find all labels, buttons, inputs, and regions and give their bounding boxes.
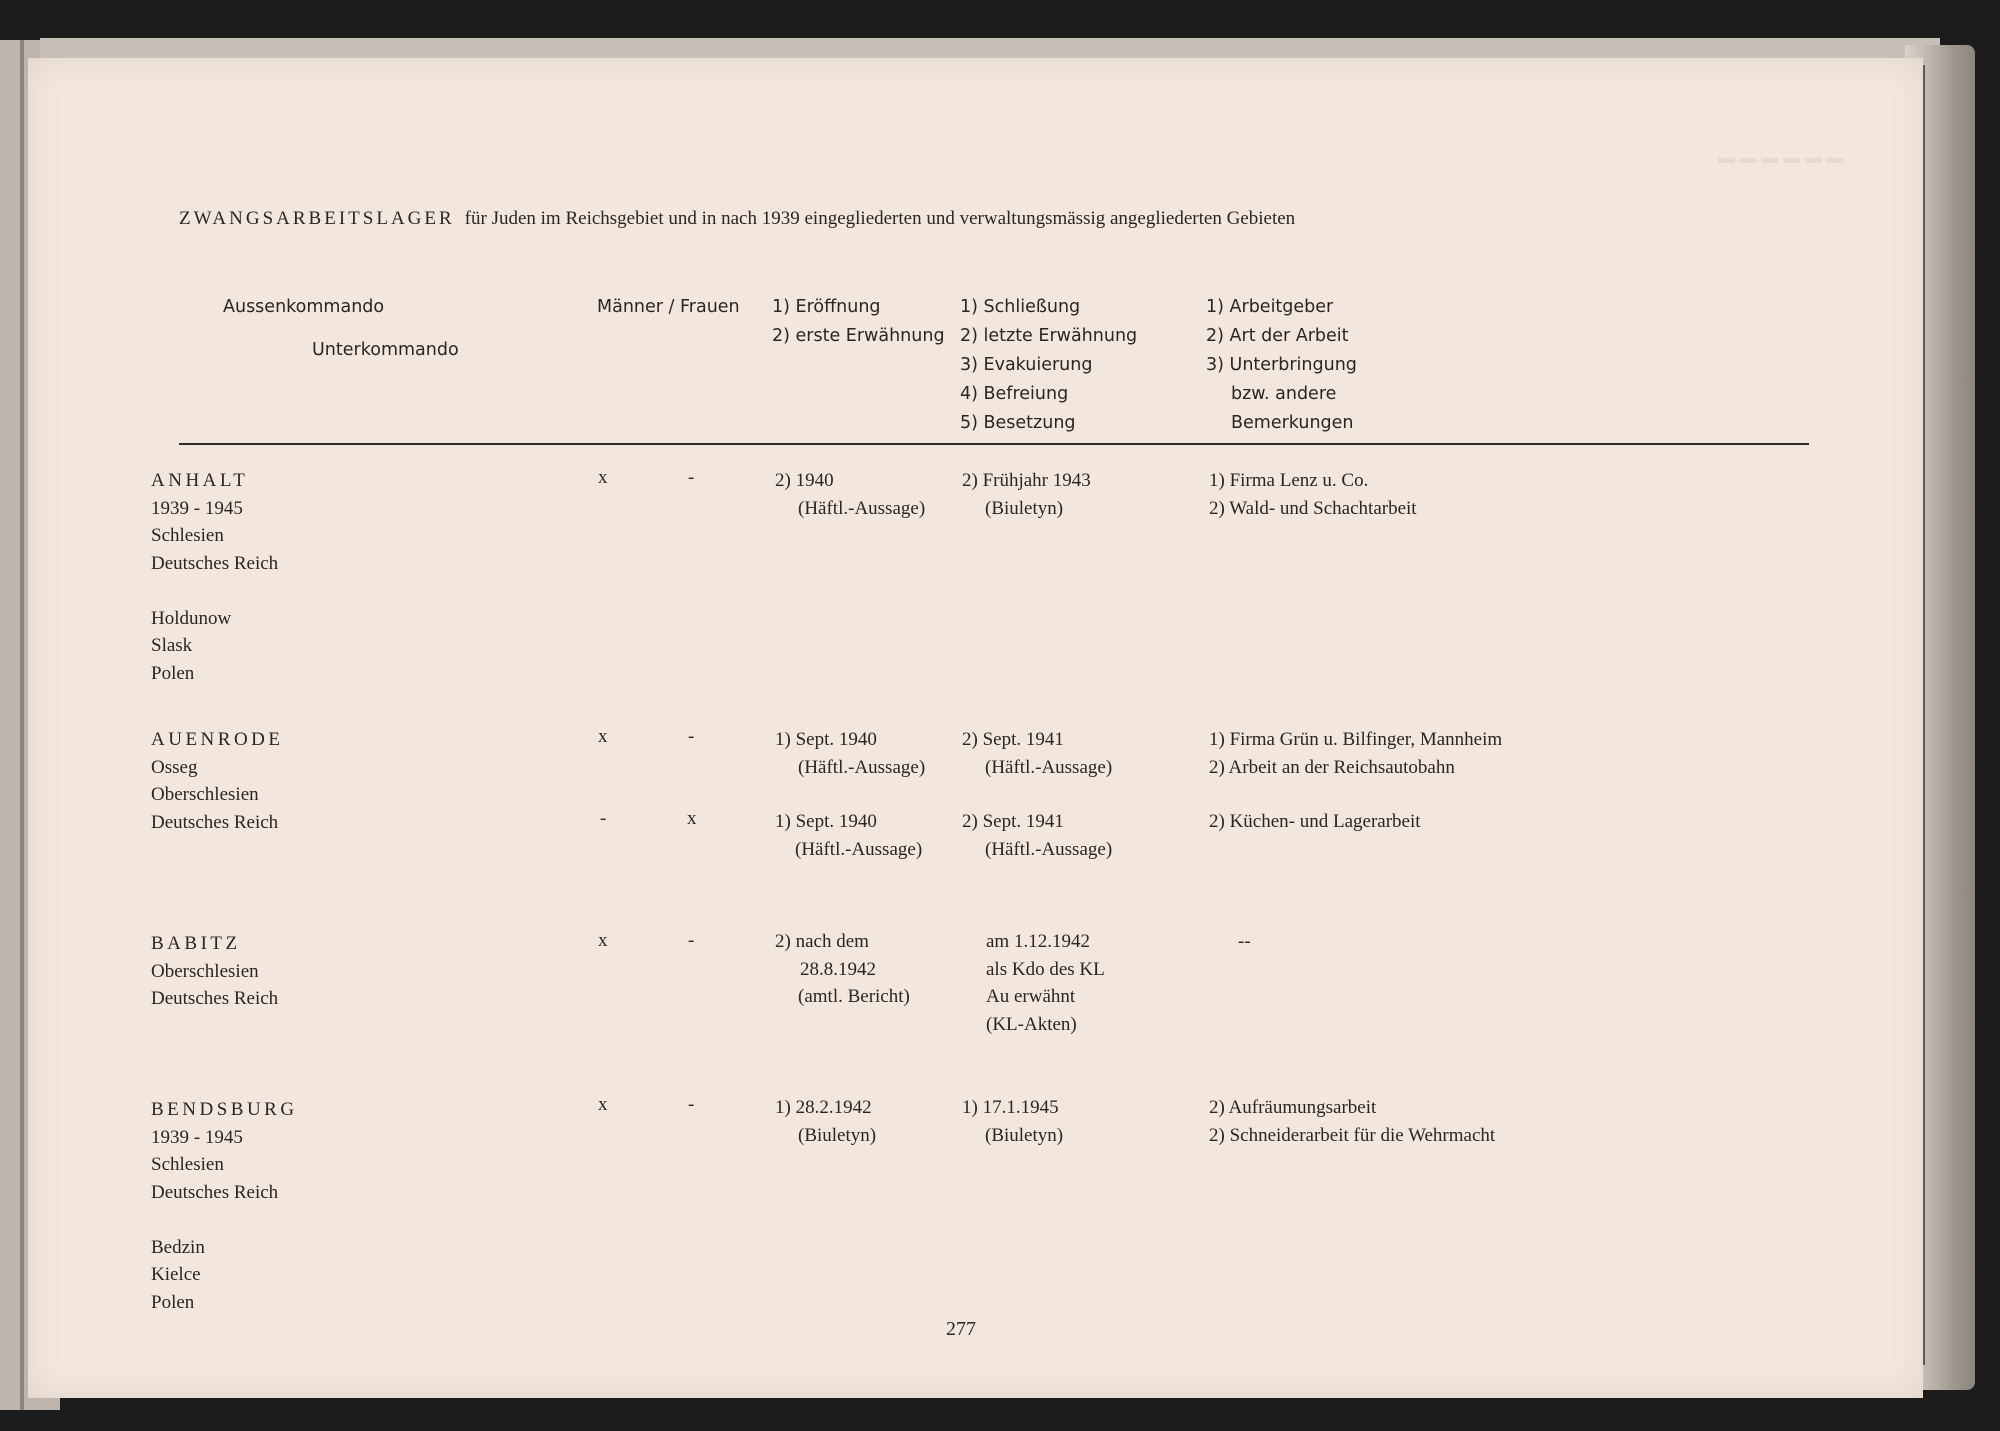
employer-line: 2) Aufräumungsarbeit xyxy=(1209,1097,1377,1118)
book-page xyxy=(28,58,1923,1398)
entry-babitz-location xyxy=(151,930,278,1013)
header-employer-line: 3) Unterbringung xyxy=(1206,355,1357,375)
header-maenner-frauen: Männer / Frauen xyxy=(597,297,740,317)
entry-auenrode-opening-2 xyxy=(775,808,922,863)
men-mark: x xyxy=(598,726,608,747)
header-closing xyxy=(960,293,1137,438)
entry-anhalt-employer xyxy=(1209,467,1417,522)
closing-line: am 1.12.1942 xyxy=(986,931,1090,952)
entry-auenrode-closing xyxy=(962,726,1112,781)
closing-line: 2) Sept. 1941 xyxy=(962,811,1064,832)
opening-line: (Häftl.-Aussage) xyxy=(798,756,926,778)
entry-auenrode-opening xyxy=(775,726,925,781)
header-opening-line: 2) erste Erwähnung xyxy=(772,326,945,346)
header-opening-line: 1) Eröffnung xyxy=(772,297,881,317)
closing-line: (Biuletyn) xyxy=(985,1124,1064,1146)
location-line: Oberschlesien xyxy=(151,784,259,805)
header-employer-line: 2) Art der Arbeit xyxy=(1206,326,1349,346)
entry-auenrode-closing-2 xyxy=(962,808,1112,863)
location-line: Deutsches Reich xyxy=(151,811,279,833)
camp-name: ANHALT xyxy=(151,470,249,491)
sublocation-line: Polen xyxy=(151,1291,195,1313)
header-opening xyxy=(772,293,945,351)
women-mark: - xyxy=(688,467,695,488)
location-line: Schlesien xyxy=(151,525,224,546)
show-through: ▬ ▬ ▬ ▬ ▬ ▬ xyxy=(1718,148,1844,167)
employer-line: 2) Schneiderarbeit für die Wehrmacht xyxy=(1209,1124,1496,1146)
closing-line: (KL-Akten) xyxy=(986,1013,1077,1035)
opening-line: 1) Sept. 1940 xyxy=(775,729,877,750)
page-number: 277 xyxy=(946,1318,976,1340)
entry-auenrode-employer xyxy=(1209,726,1502,781)
sublocation-line: Kielce xyxy=(151,1264,201,1285)
location-line: 1939 - 1945 xyxy=(151,1126,243,1148)
opening-line: (Häftl.-Aussage) xyxy=(795,838,923,860)
closing-line: (Häftl.-Aussage) xyxy=(985,838,1113,860)
entry-auenrode-location xyxy=(151,726,284,836)
header-employer-line: bzw. andere xyxy=(1231,384,1337,404)
closing-line: Au erwähnt xyxy=(986,986,1076,1007)
closing-line: (Biuletyn) xyxy=(985,497,1064,519)
entry-babitz-closing xyxy=(986,928,1105,1038)
title-subtitle: für Juden im Reichsgebiet und in nach 1939 eingegliederten und verwaltungsmässig angegliederten Gebieten xyxy=(464,208,1296,229)
opening-line: 2) nach dem xyxy=(775,931,869,952)
women-mark: - xyxy=(688,1094,695,1115)
entry-anhalt-location xyxy=(151,467,278,687)
entry-babitz-opening xyxy=(775,928,910,1011)
opening-line: 1) Sept. 1940 xyxy=(775,811,877,832)
header-closing-line: 4) Befreiung xyxy=(960,384,1069,404)
men-mark: - xyxy=(600,808,607,829)
employer-line: 1) Firma Grün u. Bilfinger, Mannheim xyxy=(1209,729,1503,750)
entry-bendsburg-closing xyxy=(962,1094,1063,1149)
employer-line: 2) Wald- und Schachtarbeit xyxy=(1209,497,1417,519)
title-main: ZWANGSARBEITSLAGER xyxy=(179,208,455,229)
entry-anhalt-closing xyxy=(962,467,1091,522)
camp-name: BABITZ xyxy=(151,933,241,954)
entry-babitz-employer xyxy=(1238,928,1251,956)
men-mark: x xyxy=(598,467,608,488)
location-line: Deutsches Reich xyxy=(151,988,279,1009)
employer-line: 2) Küchen- und Lagerarbeit xyxy=(1209,811,1421,832)
location-line: Oberschlesien xyxy=(151,960,259,982)
location-line: Deutsches Reich xyxy=(151,552,279,574)
camp-name: BENDSBURG xyxy=(151,1099,298,1120)
employer-line: -- xyxy=(1238,931,1251,952)
men-mark: x xyxy=(598,1094,608,1115)
header-employer-line: Bemerkungen xyxy=(1231,413,1354,433)
closing-line: 2) Sept. 1941 xyxy=(962,729,1064,750)
opening-line: 28.8.1942 xyxy=(800,958,876,980)
women-mark: x xyxy=(687,808,697,829)
entry-bendsburg-location xyxy=(151,1096,298,1316)
opening-line: (amtl. Bericht) xyxy=(798,986,910,1007)
header-aussenkommando: Aussenkommando xyxy=(223,297,385,317)
men-mark: x xyxy=(598,930,608,951)
employer-line: 2) Arbeit an der Reichsautobahn xyxy=(1209,756,1455,778)
header-closing-line: 3) Evakuierung xyxy=(960,355,1093,375)
women-mark: - xyxy=(688,930,695,951)
sublocation-line: Bedzin xyxy=(151,1236,205,1258)
header-closing-line: 1) Schließung xyxy=(960,297,1081,317)
closing-line: als Kdo des KL xyxy=(986,958,1105,980)
location-line: Schlesien xyxy=(151,1154,224,1175)
location-line: Osseg xyxy=(151,756,198,778)
sublocation-line: Slask xyxy=(151,635,193,656)
camp-name: AUENRODE xyxy=(151,729,284,750)
opening-line: (Biuletyn) xyxy=(798,1124,877,1146)
entry-anhalt-opening xyxy=(775,467,925,522)
entry-bendsburg-employer xyxy=(1209,1094,1495,1149)
header-closing-line: 5) Besetzung xyxy=(960,413,1076,433)
opening-line: 1) 28.2.1942 xyxy=(775,1097,872,1118)
header-divider xyxy=(179,443,1809,445)
location-line: 1939 - 1945 xyxy=(151,497,243,519)
header-employer-line: 1) Arbeitgeber xyxy=(1206,297,1334,317)
opening-line: (Häftl.-Aussage) xyxy=(798,497,926,519)
entry-bendsburg-opening xyxy=(775,1094,876,1149)
opening-line: 2) 1940 xyxy=(775,470,834,491)
header-closing-line: 2) letzte Erwähnung xyxy=(960,326,1138,346)
sublocation-line: Polen xyxy=(151,662,195,684)
closing-line: 1) 17.1.1945 xyxy=(962,1097,1059,1118)
women-mark: - xyxy=(688,726,695,747)
header-employer xyxy=(1206,293,1357,438)
sublocation-line: Holdunow xyxy=(151,607,232,629)
header-unterkommando: Unterkommando xyxy=(312,340,459,360)
page-title xyxy=(179,208,1295,230)
employer-line: 1) Firma Lenz u. Co. xyxy=(1209,470,1369,491)
closing-line: (Häftl.-Aussage) xyxy=(985,756,1113,778)
closing-line: 2) Frühjahr 1943 xyxy=(962,470,1091,491)
location-line: Deutsches Reich xyxy=(151,1181,279,1203)
entry-auenrode-employer-2 xyxy=(1209,808,1421,836)
